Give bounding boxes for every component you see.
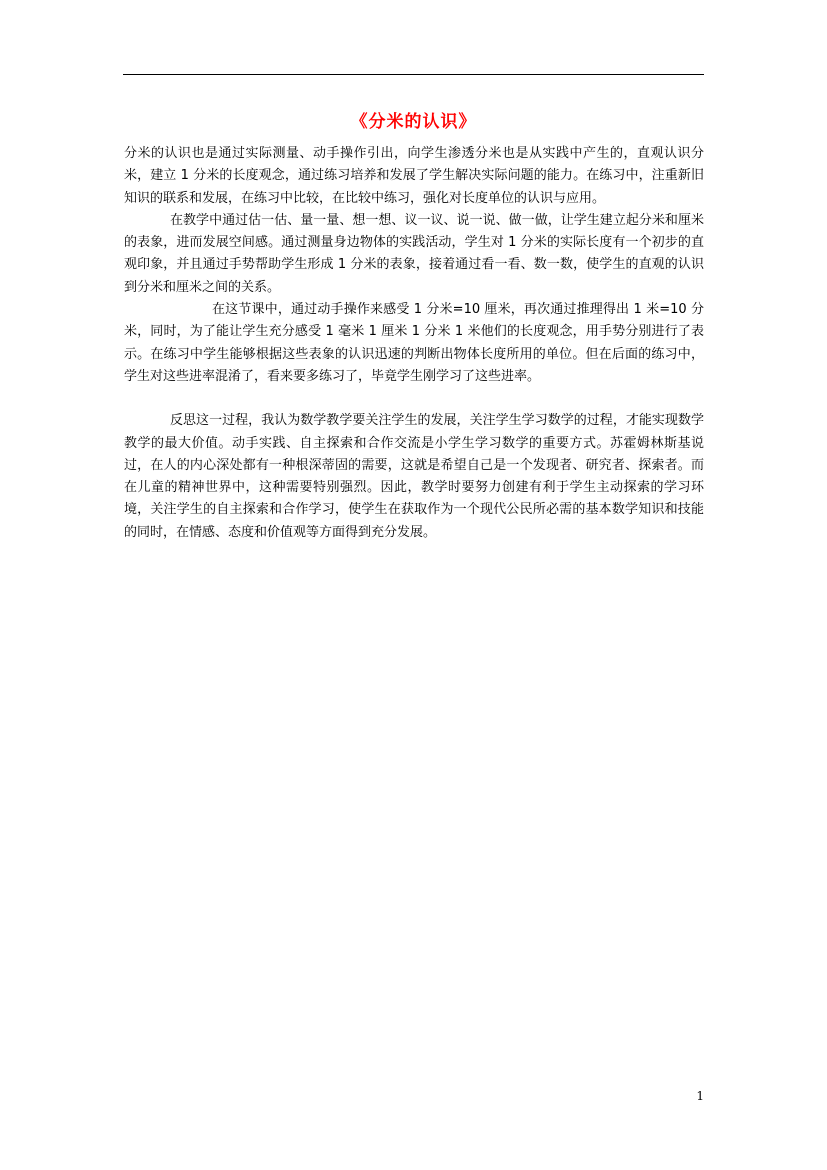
document-body	[124, 143, 704, 544]
paragraph-1: 分米的认识也是通过实际测量、动手操作引出，向学生渗透分米也是从实践中产生的，直观认识分米，建立 1 分米的长度观念，通过练习培养和发展了学生解决实际问题的能力。在练习中，注重新旧知识的联系和发展，在练习中比较，在比较中练习，强化对长度单位的认识与应用。	[124, 146, 704, 206]
document-title: 《分米的认识》	[350, 112, 477, 132]
paragraph-spacer	[124, 388, 704, 410]
page-number: 1	[696, 1089, 704, 1103]
paragraph-4: 反思这一过程，我认为数学教学要关注学生的发展，关注学生学习数学的过程，才能实现数学教学的最大价值。动手实践、自主探索和合作交流是小学生学习数学的重要方式。苏霍姆林斯基说过，在人的内心深处都有一种根深蒂固的需要，这就是希望自己是一个发现者、研究者、探索者。而在儿童的精神世界中，这种需要特别强烈。因此，教学时要努力创建有利于学生主动探索的学习环境，关注学生的自主探索和合作学习，使学生在获取作为一个现代公民所必需的基本数学知识和技能的同时，在情感、态度和价值观等方面得到充分发展。	[124, 413, 704, 540]
paragraph-3: 在这节课中，通过动手操作来感受 1 分米=10 厘米，再次通过推理得出 1 米=10 分米，同时，为了能让学生充分感受 1 毫米 1 厘米 1 分米 1 米他们的长度观念，用手势分别进行了表示。在练习中学生能够根据这些表象的认识迅速的判断出物体长度所用的单位。但在后面的练习中，学生对这些进率混淆了，看来要多练习了，毕竟学生刚学习了这些进率。	[124, 302, 704, 384]
header-rule	[123, 74, 704, 75]
paragraph-2: 在教学中通过估一估、量一量、想一想、议一议、说一说、做一做，让学生建立起分米和厘米的表象，进而发展空间感。通过测量身边物体的实践活动，学生对 1 分米的实际长度有一个初步的直观印象，并且通过手势帮助学生形成 1 分米的表象，接着通过看一看、数一数，使学生的直观的认识到分米和厘米之间的关系。	[124, 212, 704, 295]
